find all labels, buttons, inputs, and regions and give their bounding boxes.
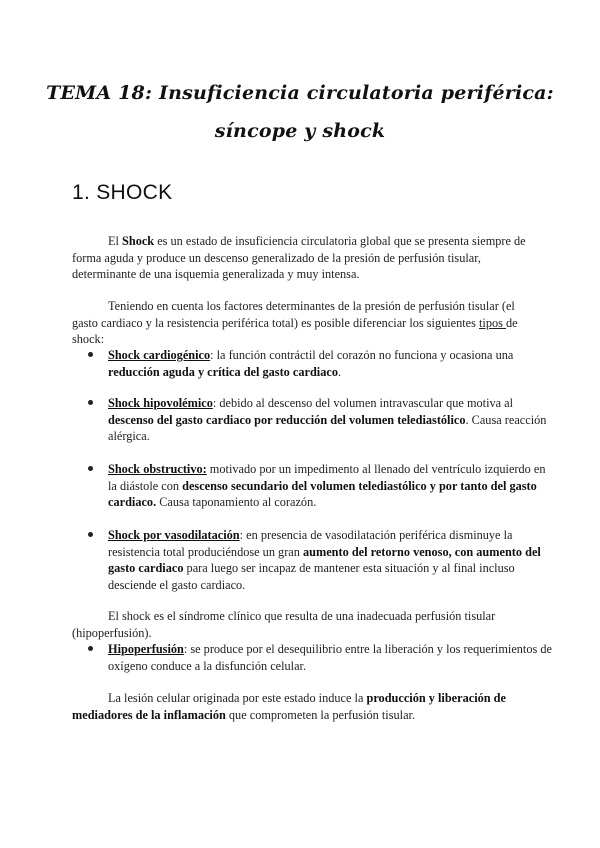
text-run: que comprometen la perfusión tisular. [225, 707, 416, 722]
text-run: : se produce por el desequilibrio entre la liberación y los requerimientos de oxígeno conduce a la disfunción celular. [108, 642, 552, 673]
bold-phrase: descenso secundario del volumen telediastólico y por tanto del gasto cardiaco. [108, 478, 537, 509]
text-run: : debido al descenso del volumen intravascular que motiva al [212, 396, 514, 410]
list-item-hipoperfusion [88, 641, 552, 674]
paragraph-shock-types-intro [72, 298, 532, 348]
bullet-icon [88, 352, 93, 357]
bold-phrase: producción y liberación de mediadores de la inflamación [72, 691, 506, 722]
bullet-term: Shock obstructivo: [108, 462, 207, 476]
bold-term: Shock [122, 234, 155, 248]
bullet-term: Shock cardiogénico [108, 348, 211, 362]
text-run: es un estado de insuficiencia circulatoria global que se presenta siempre de forma aguda y produce un descenso generalizado de la presión de perfusión tisular, determinante de una isquemia generalizada y muy intensa. [72, 234, 526, 281]
list-item-shock-vasodilatacion [88, 527, 552, 593]
paragraph-cell-injury [72, 690, 532, 723]
list-item-shock-obstructivo [88, 461, 552, 511]
text-run: La lesión celular originada por este estado induce la [108, 691, 367, 705]
text-run: para luego ser incapaz de mantener esta situación y al final incluso desciende el gasto cardiaco. [108, 561, 515, 592]
text-run: : en presencia de vasodilatación periférica disminuye la resistencia total produciéndose un gran [108, 528, 513, 559]
text-run: de shock: [72, 315, 518, 346]
list-item-shock-hipovolemico [88, 395, 552, 445]
bold-phrase: descenso del gasto cardiaco por reducción del volumen telediastólico [108, 412, 466, 427]
section-heading: 1. SHOCK [72, 181, 173, 204]
bold-phrase: aumento del retorno venoso, con aumento del gasto cardiaco [108, 544, 541, 575]
bullet-icon [88, 400, 93, 405]
document-title-line-1: TEMA 18: Insuficiencia circulatoria periférica: [46, 82, 554, 104]
paragraph-shock-syndrome: El shock es el síndrome clínico que resulta de una inadecuada perfusión tisular (hipoperfusión). [72, 609, 496, 640]
text-run: . Causa reacción alérgica. [108, 412, 547, 443]
bullet-icon [88, 466, 93, 471]
text-run: : la función contráctil del corazón no funciona y ocasiona una [210, 348, 514, 362]
list-item-shock-cardiogenico [88, 347, 552, 380]
document-title-line-2: síncope y shock [214, 120, 386, 142]
text-run: Causa taponamiento al corazón. [156, 495, 317, 509]
bullet-term: Hipoperfusión [108, 642, 184, 656]
underlined-word: tipos [479, 315, 506, 330]
text-run: motivado por un impedimento al llenado del ventrículo izquierdo en la diástole con [108, 462, 546, 493]
bold-phrase: reducción aguda y crítica del gasto cardiaco [108, 364, 338, 379]
bullet-term: Shock por vasodilatación [108, 528, 240, 542]
text-run: El [108, 234, 123, 248]
bullet-term: Shock hipovolémico [108, 396, 213, 410]
bullet-icon [88, 646, 93, 651]
text-run: Teniendo en cuenta los factores determinantes de la presión de perfusión tisular (el gasto cardiaco y la resistencia periférica total) es posible diferenciar los siguientes [72, 299, 515, 330]
text-run: . [337, 364, 342, 379]
paragraph-shock-definition [72, 233, 532, 283]
bullet-icon [88, 532, 93, 537]
